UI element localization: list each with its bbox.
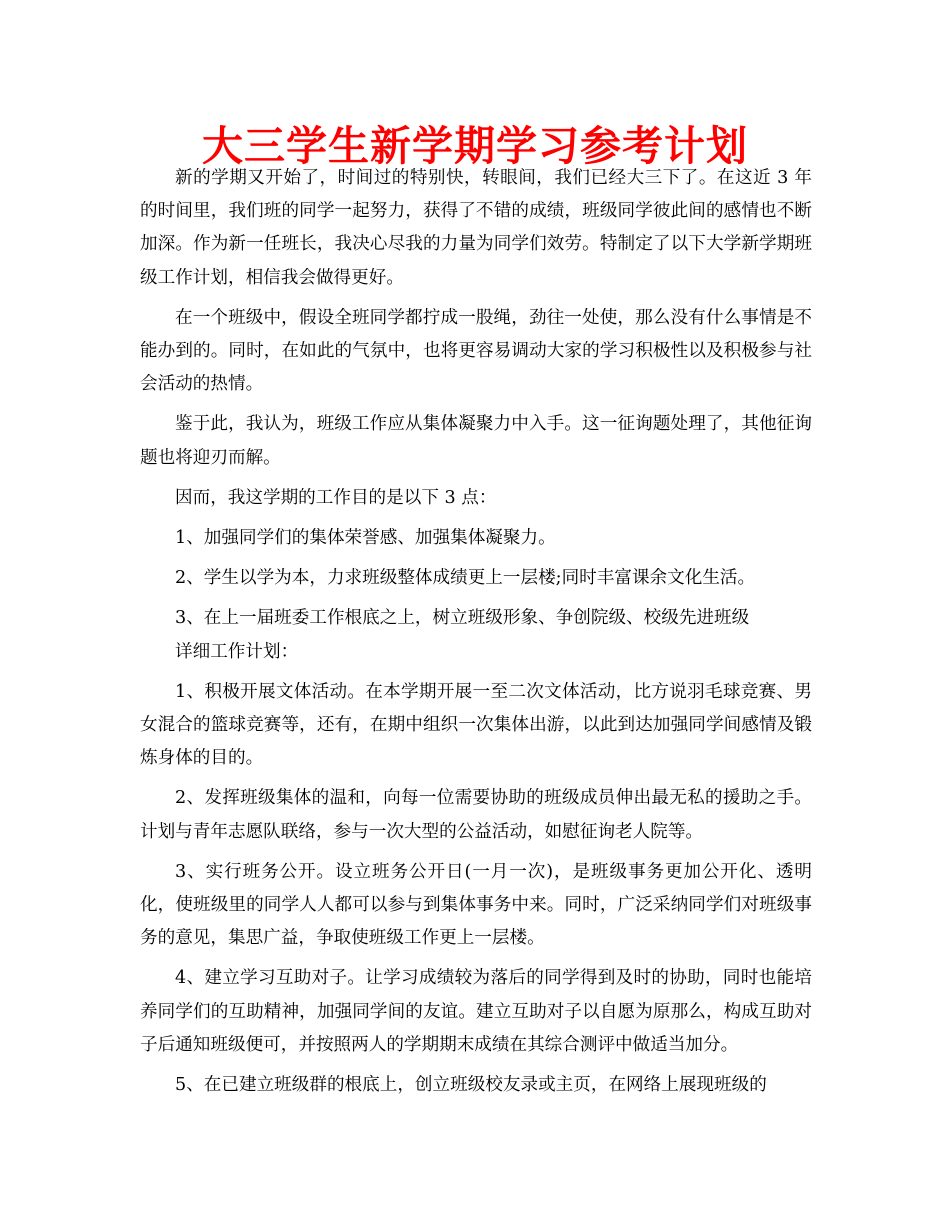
goal-item-1: 1、加强同学们的集体荣誉感、加强集体凝聚力。 <box>175 528 556 549</box>
plan-heading: 详细工作计划： <box>175 641 299 662</box>
plan-item-4: 4、建立学习互助对子。让学习成绩较为落后的同学得到及时的协助，同时也能培养同学们的互助精神，加强同学间的友谊。建立互助对子以自愿为原那么，构成互助对子后通知班级便可，并按照两人的学期期末成绩在其综合测评中做适当加分。 <box>140 968 812 1055</box>
plan-item-2: 2、发挥班级集体的温和，向每一位需要协助的班级成员伸出最无私的援助之手。计划与青年志愿队联络，参与一次大型的公益活动，如慰征询老人院等。 <box>140 788 812 842</box>
document-title: 大三学生新学期学习参考计划 <box>202 122 748 170</box>
paragraph-intro: 新的学期又开始了，时间过的特别快，转眼间，我们已经大三下了。在这近 3 年的时间里，我们班的同学一起努力，获得了不错的成绩，班级同学彼此间的感情也不断加深。作为新一任班长，我决心尽我的力量为同学们效劳。特制定了以下大学新学期班级工作计划，相信我会做得更好。 <box>140 168 812 288</box>
plan-item-1: 1、积极开展文体活动。在本学期开展一至二次文体活动，比方说羽毛球竞赛、男女混合的篮球竞赛等，还有，在期中组织一次集体出游，以此到达加强同学间感情及锻炼身体的目的。 <box>140 681 812 769</box>
goal-item-2: 2、学生以学为本，力求班级整体成绩更上一层楼;同时丰富课余文化生活。 <box>175 568 756 589</box>
paragraph-goals-intro: 因而，我这学期的工作目的是以下 3 点： <box>175 487 497 508</box>
plan-item-3: 3、实行班务公开。设立班务公开日(一月一次)，是班级事务更加公开化、透明化，使班级里的同学人人都可以参与到集体事务中来。同时，广泛采纳同学们对班级事务的意见，集思广益，争取使班级工作更上一层楼。 <box>140 861 812 949</box>
goal-item-3: 3、在上一届班委工作根底之上，树立班级形象、争创院级、校级先进班级 <box>175 608 750 629</box>
paragraph-unity: 在一个班级中，假设全班同学都拧成一股绳，劲往一处使，那么没有什么事情是不能办到的。同时，在如此的气氛中，也将更容易调动大家的学习积极性以及积极参与社会活动的热情。 <box>140 307 812 395</box>
document-body <box>140 162 812 1102</box>
paragraph-approach: 鉴于此，我认为，班级工作应从集体凝聚力中入手。这一征询题处理了，其他征询题也将迎刃而解。 <box>140 414 812 468</box>
plan-item-5: 5、在已建立班级群的根底上，创立班级校友录或主页，在网络上展现班级的 <box>175 1075 767 1096</box>
